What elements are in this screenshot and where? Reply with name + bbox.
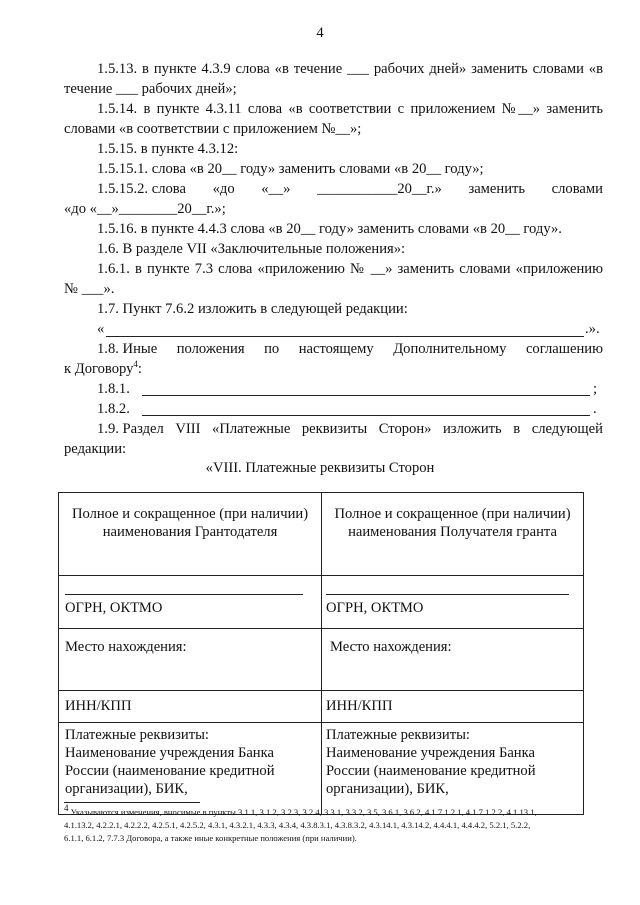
word: по (264, 341, 280, 357)
recipient-inn-label: ИНН/КПП (326, 698, 393, 714)
semicolon: ; (593, 381, 598, 397)
page-number: 4 (316, 25, 324, 41)
paragraph-1-8-2: 1.8.2. (97, 401, 130, 417)
recipient-bank-line4: организации), БИК, (326, 781, 449, 797)
word: «до (212, 181, 235, 197)
paragraph-1-9-line2: редакции: (64, 441, 127, 457)
recipient-location-label: Место нахождения: (330, 639, 452, 655)
grantor-ogrn-label: ОГРН, ОКТМО (65, 600, 163, 616)
recipient-bank-line2: Наименование учреждения Банка (326, 745, 535, 761)
grantor-header-line1: Полное и сокращенное (при наличии) (71, 506, 309, 522)
paragraph-1-8-line2: к Договору$^4$: (64, 359, 142, 377)
paragraph-1-5-15-2-line1 (97, 180, 603, 198)
paragraph-1-8-1: 1.8.1. (97, 381, 130, 397)
word: словами (551, 181, 603, 197)
paragraph-1-5-15: 1.5.15. в пункте 4.3.12: (97, 141, 239, 157)
word: «Платежные (212, 421, 291, 437)
word: в (513, 421, 521, 437)
recipient-bank-line1: Платежные реквизиты: (326, 727, 470, 743)
requisites-table (58, 492, 584, 815)
word: VIII (175, 421, 201, 437)
footnote-reference: 4 (133, 359, 138, 370)
grantor-bank-cell (59, 723, 322, 815)
quote-close: .». (585, 321, 600, 337)
recipient-header-line2: наименования Получателя гранта (348, 524, 557, 540)
grantor-bank-line1: Платежные реквизиты: (65, 727, 209, 743)
word: «__» (261, 181, 291, 197)
word: заменить (468, 181, 526, 197)
word: реквизиты (301, 421, 368, 437)
grantor-location-cell (59, 629, 322, 691)
recipient-bank-line3: России (наименование кредитной (326, 763, 536, 779)
word: соглашению (525, 341, 603, 357)
recipient-header-cell (322, 493, 584, 576)
grantor-name-blank (65, 576, 303, 595)
word: Сторон» (378, 421, 432, 437)
paragraph-1-5-16: 1.5.16. в пункте 4.4.3 слова «в 20__ году» заменить словами «в 20__ году». (97, 221, 562, 237)
grantor-header-line2: наименования Грантодателя (102, 524, 278, 540)
word: положения (176, 341, 245, 357)
grantor-bank-line2: Наименование учреждения Банка (65, 745, 274, 761)
recipient-header-line1: Полное и сокращенное (при наличии) (334, 506, 571, 522)
footnote-line1: $^4$ Указываются изменения, вносимые в пункты 3.1.1, 3.1.2, 3.2.3, 3.2.4, 3.3.1, 3.3.2, 3.5, 3.6.1, 3.6.2, 4.1.7.1.2.1, 4.1.7.1.2.2, 4.1.13.1, (64, 803, 537, 817)
recipient-name-blank (326, 576, 569, 595)
paragraph-1-6-1-line2: № ___». (64, 281, 115, 297)
word: следующей (531, 421, 603, 437)
recipient-inn-cell (322, 691, 584, 723)
grantor-bank-line3: России (наименование кредитной (65, 763, 275, 779)
paragraph-1-9-line1 (97, 420, 603, 438)
paragraph-1-8-line1 (97, 340, 603, 358)
recipient-bank-cell (322, 723, 584, 815)
word: изложить (443, 421, 502, 437)
period: . (593, 401, 597, 417)
section-title: «VIII. Платежные реквизиты Сторон (205, 460, 435, 476)
paragraph-1-5-15-1: 1.5.15.1. слова «в 20__ году» заменить словами «в 20__ году»; (97, 161, 484, 177)
paragraph-1-5-13-line2: течение ___ рабочих дней»; (64, 81, 237, 97)
grantor-inn-label: ИНН/КПП (65, 698, 132, 714)
word: настоящему (298, 341, 374, 357)
blank-line (106, 336, 584, 337)
word: Дополнительному (393, 341, 507, 357)
blank-line (142, 415, 590, 416)
grantor-inn-cell (59, 691, 322, 723)
grantor-ogrn-cell (59, 576, 322, 629)
paragraph-1-6-1-line1: 1.6.1. в пункте 7.3 слова «приложению № __» заменить словами «приложению (97, 261, 603, 277)
word: 1.9. Раздел (97, 421, 164, 437)
recipient-ogrn-cell (322, 576, 584, 629)
paragraph-1-5-15-2-line2: «до «__»________20__г.»; (64, 201, 226, 217)
blank-line (142, 395, 590, 396)
word: 1.5.15.2. слова (97, 181, 186, 197)
footnote-line2: 4.1.13.2, 4.2.2.1, 4.2.2.2, 4.2.5.1, 4.2.5.2, 4.3.1, 4.3.2.1, 4.3.3, 4.3.4, 4.3.8.3.1, 4.3.8.3.2, 4.3.14.1, 4.3.14.2, 4.4.4.1, 4.4.4.2, 5.2.1, 5.2.2, (64, 820, 531, 830)
word: 1.8. Иные (97, 341, 158, 357)
footnote-separator (64, 802, 200, 803)
quote-open: « (97, 321, 105, 337)
paragraph-1-5-14-line2: словами «в соответствии с приложением №__»; (64, 121, 362, 137)
footnote-marker: 4 (64, 803, 69, 814)
paragraph-1-6: 1.6. В разделе VII «Заключительные положения»: (97, 241, 406, 257)
grantor-header-cell (59, 493, 322, 576)
recipient-location-cell (322, 629, 584, 691)
paragraph-1-5-14-line1: 1.5.14. в пункте 4.3.11 слова «в соответствии с приложением №__» заменить (97, 101, 603, 117)
footnote (64, 803, 584, 845)
paragraph-1-7: 1.7. Пункт 7.6.2 изложить в следующей редакции: (97, 301, 408, 317)
footnote-line3: 6.1.1, 6.1.2, 7.7.3 Договора, а также иные конкретные положения (при наличии). (64, 833, 357, 843)
word: ___________20__г.» (317, 181, 442, 197)
grantor-bank-line4: организации), БИК, (65, 781, 188, 797)
paragraph-1-5-13-line1: 1.5.13. в пункте 4.3.9 слова «в течение ___ рабочих дней» заменить словами «в (97, 61, 603, 77)
grantor-location-label: Место нахождения: (65, 639, 187, 655)
recipient-ogrn-label: ОГРН, ОКТМО (326, 600, 424, 616)
